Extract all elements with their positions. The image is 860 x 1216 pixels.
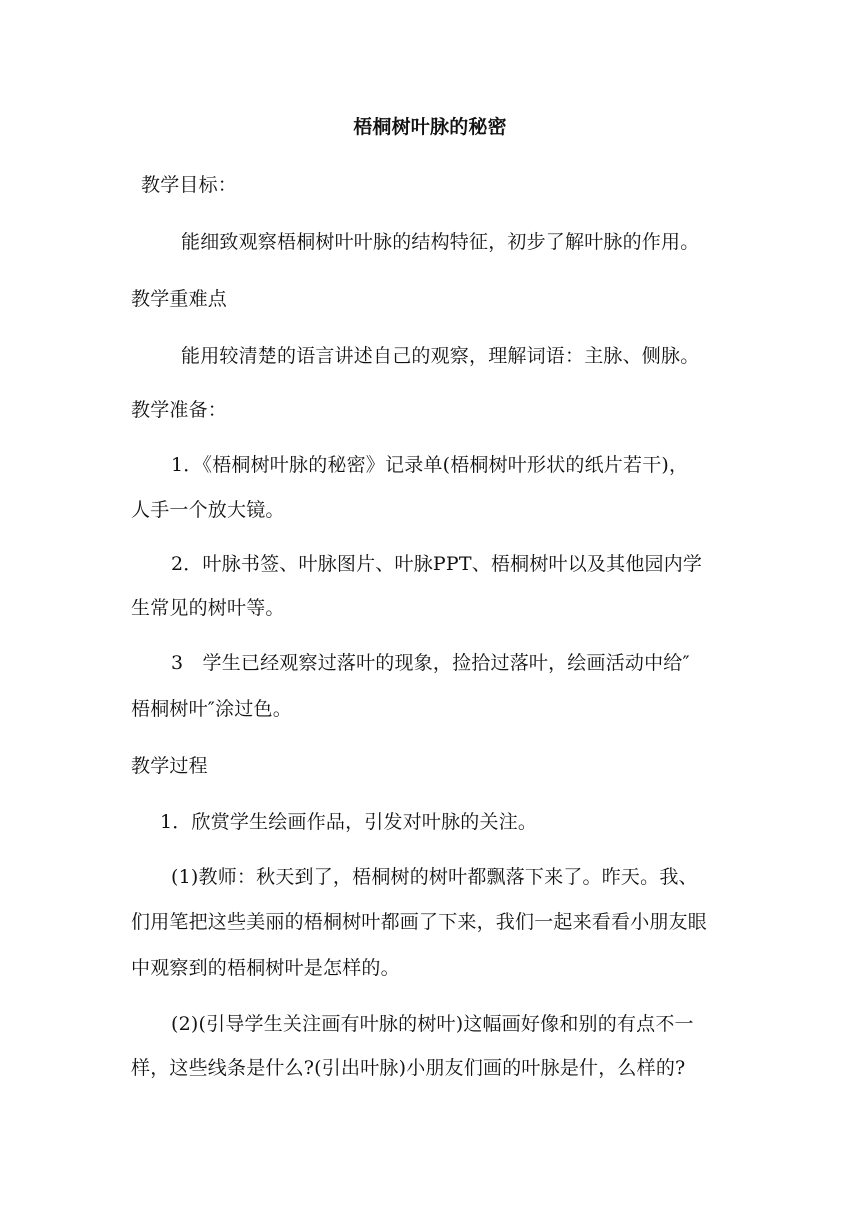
list-item-line: 人手一个放大镜。 xyxy=(131,499,285,521)
paragraph-line: 中观察到的梧桐树叶是怎样的。 xyxy=(131,957,400,979)
paragraph-line: 们用笔把这些美丽的梧桐树叶都画了下来，我们一起来看看小朋友眼 xyxy=(131,911,708,933)
heading-teaching-goals: 教学目标： xyxy=(141,174,238,196)
paragraph-line: 能用较清楚的语言讲述自己的观察，理解词语：主脉、侧脉。 xyxy=(181,345,700,367)
list-item-line: 3 学生已经观察过落叶的现象，捡拾过落叶，绘画活动中给″ xyxy=(171,652,690,674)
heading-preparation: 教学准备： xyxy=(131,399,228,421)
list-item-line: 梧桐树叶″涂过色。 xyxy=(131,698,292,720)
paragraph-line: 样，这些线条是什么?(引出叶脉)小朋友们画的叶脉是什，么样的? xyxy=(131,1057,686,1079)
document-title: 梧桐树叶脉的秘密 xyxy=(353,116,507,138)
paragraph-line: 1．欣赏学生绘画作品，引发对叶脉的关注。 xyxy=(160,811,538,833)
list-item-line: 生常见的树叶等。 xyxy=(131,597,285,619)
list-item-line: 1．《梧桐树叶脉的秘密》记录单(梧桐树叶形状的纸片若干)， xyxy=(171,454,689,476)
heading-key-points: 教学重难点 xyxy=(131,288,228,310)
paragraph-line: 能细致观察梧桐树叶叶脉的结构特征，初步了解叶脉的作用。 xyxy=(181,231,700,253)
list-item-line: 2．叶脉书签、叶脉图片、叶脉PPT、梧桐树叶以及其他园内学 xyxy=(171,553,703,575)
paragraph-line: (2)(引导学生关注画有叶脉的树叶)这幅画好像和别的有点不一 xyxy=(171,1013,694,1035)
heading-process: 教学过程 xyxy=(131,755,208,777)
paragraph-line: (1)教师：秋天到了，梧桐树的树叶都飘落下来了。昨天。我、 xyxy=(171,866,698,888)
